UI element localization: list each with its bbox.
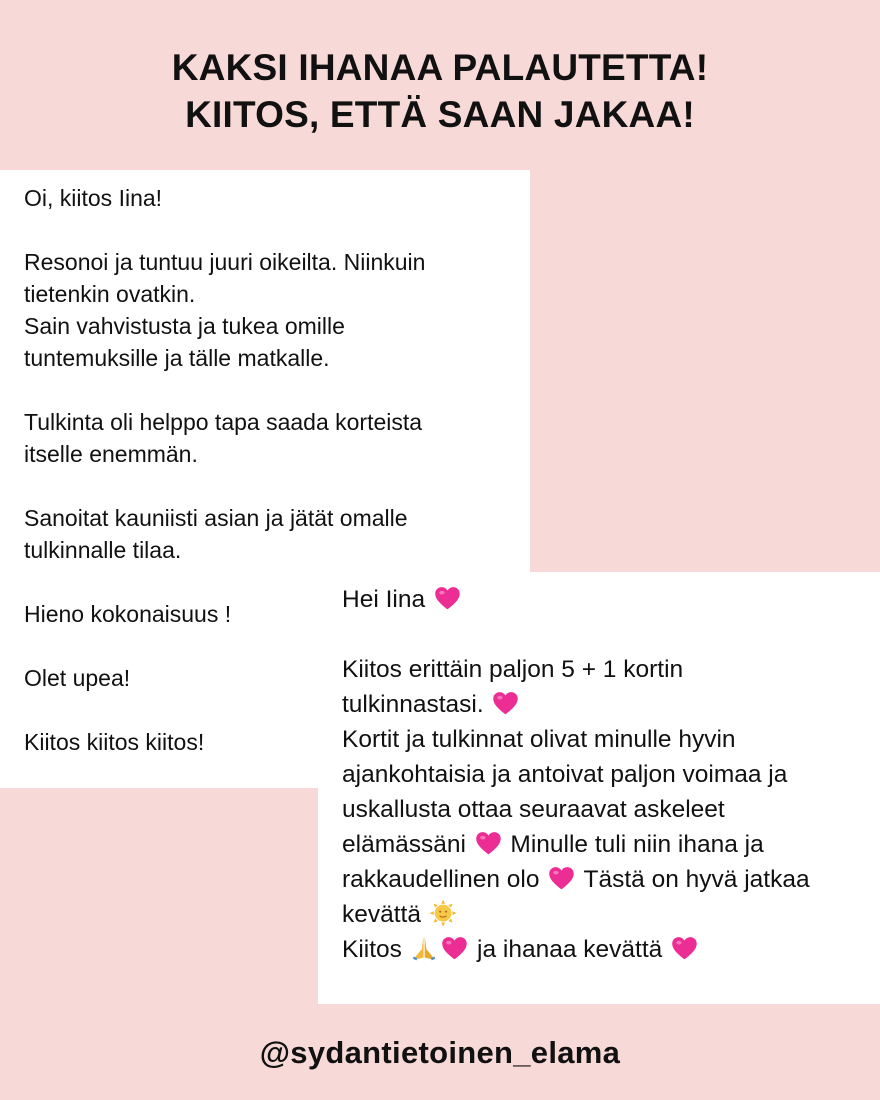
feedback-2-text: rakkaudellinen olo [342, 866, 540, 893]
feedback-2-line [342, 687, 880, 722]
feedback-1-line: Sain vahvistusta ja tukea omille [24, 313, 345, 339]
folded-hands-icon [410, 934, 438, 962]
feedback-1-line: itselle enemmän. [24, 441, 198, 467]
feedback-1-line: tulkinnalle tilaa. [24, 537, 182, 563]
feedback-2-line: Kiitos erittäin paljon 5 + 1 kortin [342, 656, 684, 683]
heart-icon [671, 936, 698, 961]
feedback-2-line [342, 932, 880, 967]
instagram-handle: @sydantietoinen_elama [259, 1035, 621, 1070]
feedback-1-line: Oi, kiitos Iina! [24, 185, 163, 211]
feedback-2-line [342, 827, 880, 862]
feedback-2-text: Kiitos [342, 936, 402, 963]
title-line-2: KIITOS, ETTÄ SAAN JAKAA! [185, 94, 695, 135]
feedback-1-line: tietenkin ovatkin. [24, 281, 196, 307]
heart-icon [434, 586, 461, 611]
feedback-2-text: elämässäni [342, 831, 466, 858]
feedback-2-line [342, 862, 880, 897]
feedback-1-line: Kiitos kiitos kiitos! [24, 729, 205, 755]
feedback-2-text: tulkinnastasi. [342, 691, 484, 718]
heart-icon [441, 936, 468, 961]
feedback-2-line [342, 582, 880, 617]
feedback-2-text: Minulle tuli niin ihana ja [510, 831, 764, 858]
feedback-2-text: Tästä on hyvä jatkaa [583, 866, 810, 893]
feedback-2-text: kevättä [342, 901, 421, 928]
feedback-1-line: Tulkinta oli helppo tapa saada korteista [24, 409, 423, 435]
feedback-2-line: ajankohtaisia ja antoivat paljon voimaa ja [342, 761, 788, 788]
feedback-2-line: uskallusta ottaa seuraavat askeleet [342, 796, 725, 823]
feedback-1-line: tuntemuksille ja tälle matkalle. [24, 345, 330, 371]
feedback-1-line: Olet upea! [24, 665, 131, 691]
greeting-text: Hei Iina [342, 586, 426, 613]
feedback-card-2 [318, 572, 880, 1004]
feedback-2-text: ja ihanaa kevättä [477, 936, 663, 963]
heart-icon [492, 691, 519, 716]
heart-icon [475, 831, 502, 856]
heart-icon [548, 866, 575, 891]
feedback-1-line: Sanoitat kauniisti asian ja jätät omalle [24, 505, 408, 531]
feedback-1-line: Resonoi ja tuntuu juuri oikeilta. Niinkuin [24, 249, 426, 275]
feedback-1-line: Hieno kokonaisuus ! [24, 601, 232, 627]
feedback-2-line [342, 897, 880, 932]
page-title [0, 44, 880, 138]
title-line-1: KAKSI IHANAA PALAUTETTA! [171, 47, 709, 88]
feedback-2-line: Kortit ja tulkinnat olivat minulle hyvin [342, 726, 736, 753]
sun-face-icon [429, 899, 457, 927]
